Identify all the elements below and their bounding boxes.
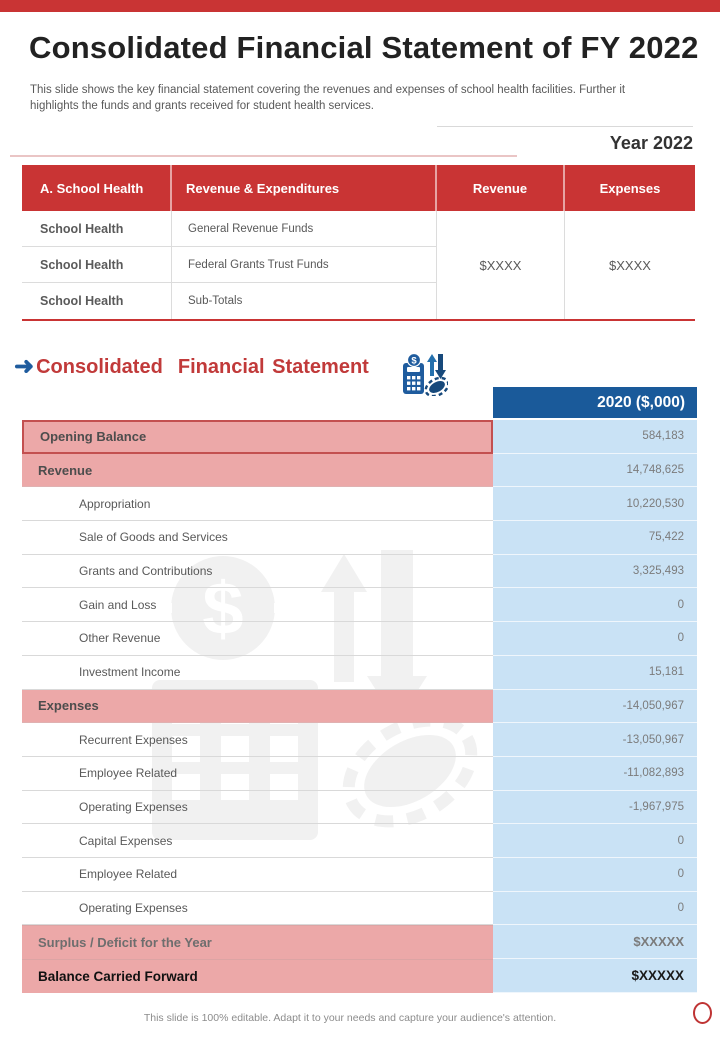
summary-header-revenue-expenditures: Revenue & Expenditures: [172, 165, 437, 211]
statement-row: [22, 521, 697, 555]
row-value: 584,183: [493, 420, 697, 454]
row-label: Other Revenue: [22, 622, 493, 656]
row-value: $XXXXX: [493, 925, 697, 959]
footer-ring-logo: [693, 1002, 712, 1024]
svg-text:$: $: [411, 355, 417, 367]
statement-row: [22, 791, 697, 825]
summary-row-item: Federal Grants Trust Funds: [172, 247, 437, 283]
row-label: Opening Balance: [22, 420, 493, 454]
statement-section-heading: [14, 355, 369, 379]
row-value: -13,050,967: [493, 723, 697, 757]
statement-heading-text: Consolidated Financial Statement: [36, 355, 369, 378]
summary-row-category: School Health: [22, 211, 172, 247]
statement-row: [22, 723, 697, 757]
page-title: Consolidated Financial Statement of FY 2022: [29, 30, 699, 65]
row-label: Revenue: [22, 454, 493, 488]
row-label: Expenses: [22, 690, 493, 724]
row-value: $XXXXX: [493, 959, 697, 993]
statement-row: [22, 487, 697, 521]
row-value: 10,220,530: [493, 487, 697, 521]
footer-note: This slide is 100% editable. Adapt it to your needs and capture your audience's attention.: [143, 1012, 557, 1024]
row-label: Employee Related: [22, 858, 493, 892]
summary-table-header: [22, 165, 695, 211]
page-subtitle: This slide shows the key financial statement covering the revenues and expenses of school health facilities. Further it highlights the funds and grants received for student health services.: [30, 84, 626, 113]
summary-row-category: School Health: [22, 283, 172, 319]
row-value: 0: [493, 858, 697, 892]
statement-row: [22, 690, 697, 724]
arrow-right-icon: ➜: [14, 353, 35, 380]
statement-row: [22, 622, 697, 656]
summary-revenue-value: $XXXX: [437, 211, 565, 319]
statement-row: [22, 656, 697, 690]
year-label: Year 2022: [609, 133, 693, 153]
summary-row-item: Sub-Totals: [172, 283, 437, 319]
statement-row: [22, 454, 697, 488]
statement-column-header: 2020 ($,000): [493, 387, 697, 418]
row-value: 0: [493, 622, 697, 656]
row-value: 3,325,493: [493, 555, 697, 589]
row-label: Investment Income: [22, 656, 493, 690]
statement-row: [22, 925, 697, 959]
summary-row-item: General Revenue Funds: [172, 211, 437, 247]
row-label: Balance Carried Forward: [22, 959, 493, 993]
statement-row: [22, 824, 697, 858]
row-value: 14,748,625: [493, 454, 697, 488]
row-value: 15,181: [493, 656, 697, 690]
row-label: Recurrent Expenses: [22, 723, 493, 757]
row-value: 75,422: [493, 521, 697, 555]
row-value: 0: [493, 824, 697, 858]
row-value: 0: [493, 892, 697, 926]
statement-table: [22, 420, 697, 993]
statement-row: [22, 420, 697, 454]
row-label: Gain and Loss: [22, 588, 493, 622]
title-underline: [10, 155, 517, 157]
row-label: Surplus / Deficit for the Year: [22, 925, 493, 959]
statement-row: [22, 555, 697, 589]
row-label: Operating Expenses: [22, 791, 493, 825]
statement-row: [22, 892, 697, 926]
row-label: Appropriation: [22, 487, 493, 521]
svg-text:$: $: [202, 567, 244, 650]
row-label: Grants and Contributions: [22, 555, 493, 589]
summary-table: [22, 165, 695, 321]
row-label: Sale of Goods and Services: [22, 521, 493, 555]
summary-table-body: [22, 211, 695, 319]
statement-row: [22, 588, 697, 622]
summary-header-revenue: Revenue: [437, 165, 565, 211]
row-value: -14,050,967: [493, 690, 697, 724]
top-accent-bar: [0, 0, 720, 12]
statement-row: [22, 757, 697, 791]
summary-header-school-health: A. School Health: [22, 165, 172, 211]
row-label: Capital Expenses: [22, 824, 493, 858]
summary-expenses-value: $XXXX: [609, 257, 651, 273]
statement-row: [22, 959, 697, 993]
summary-row-category: School Health: [22, 247, 172, 283]
calculator-money-arrows-icon: [400, 352, 448, 396]
statement-row: [22, 858, 697, 892]
row-label: Employee Related: [22, 757, 493, 791]
row-value: -1,967,975: [493, 791, 697, 825]
year-divider-line: [437, 126, 693, 127]
row-value: 0: [493, 588, 697, 622]
row-label: Operating Expenses: [22, 892, 493, 926]
row-value: -11,082,893: [493, 757, 697, 791]
summary-header-expenses: Expenses: [599, 180, 661, 196]
